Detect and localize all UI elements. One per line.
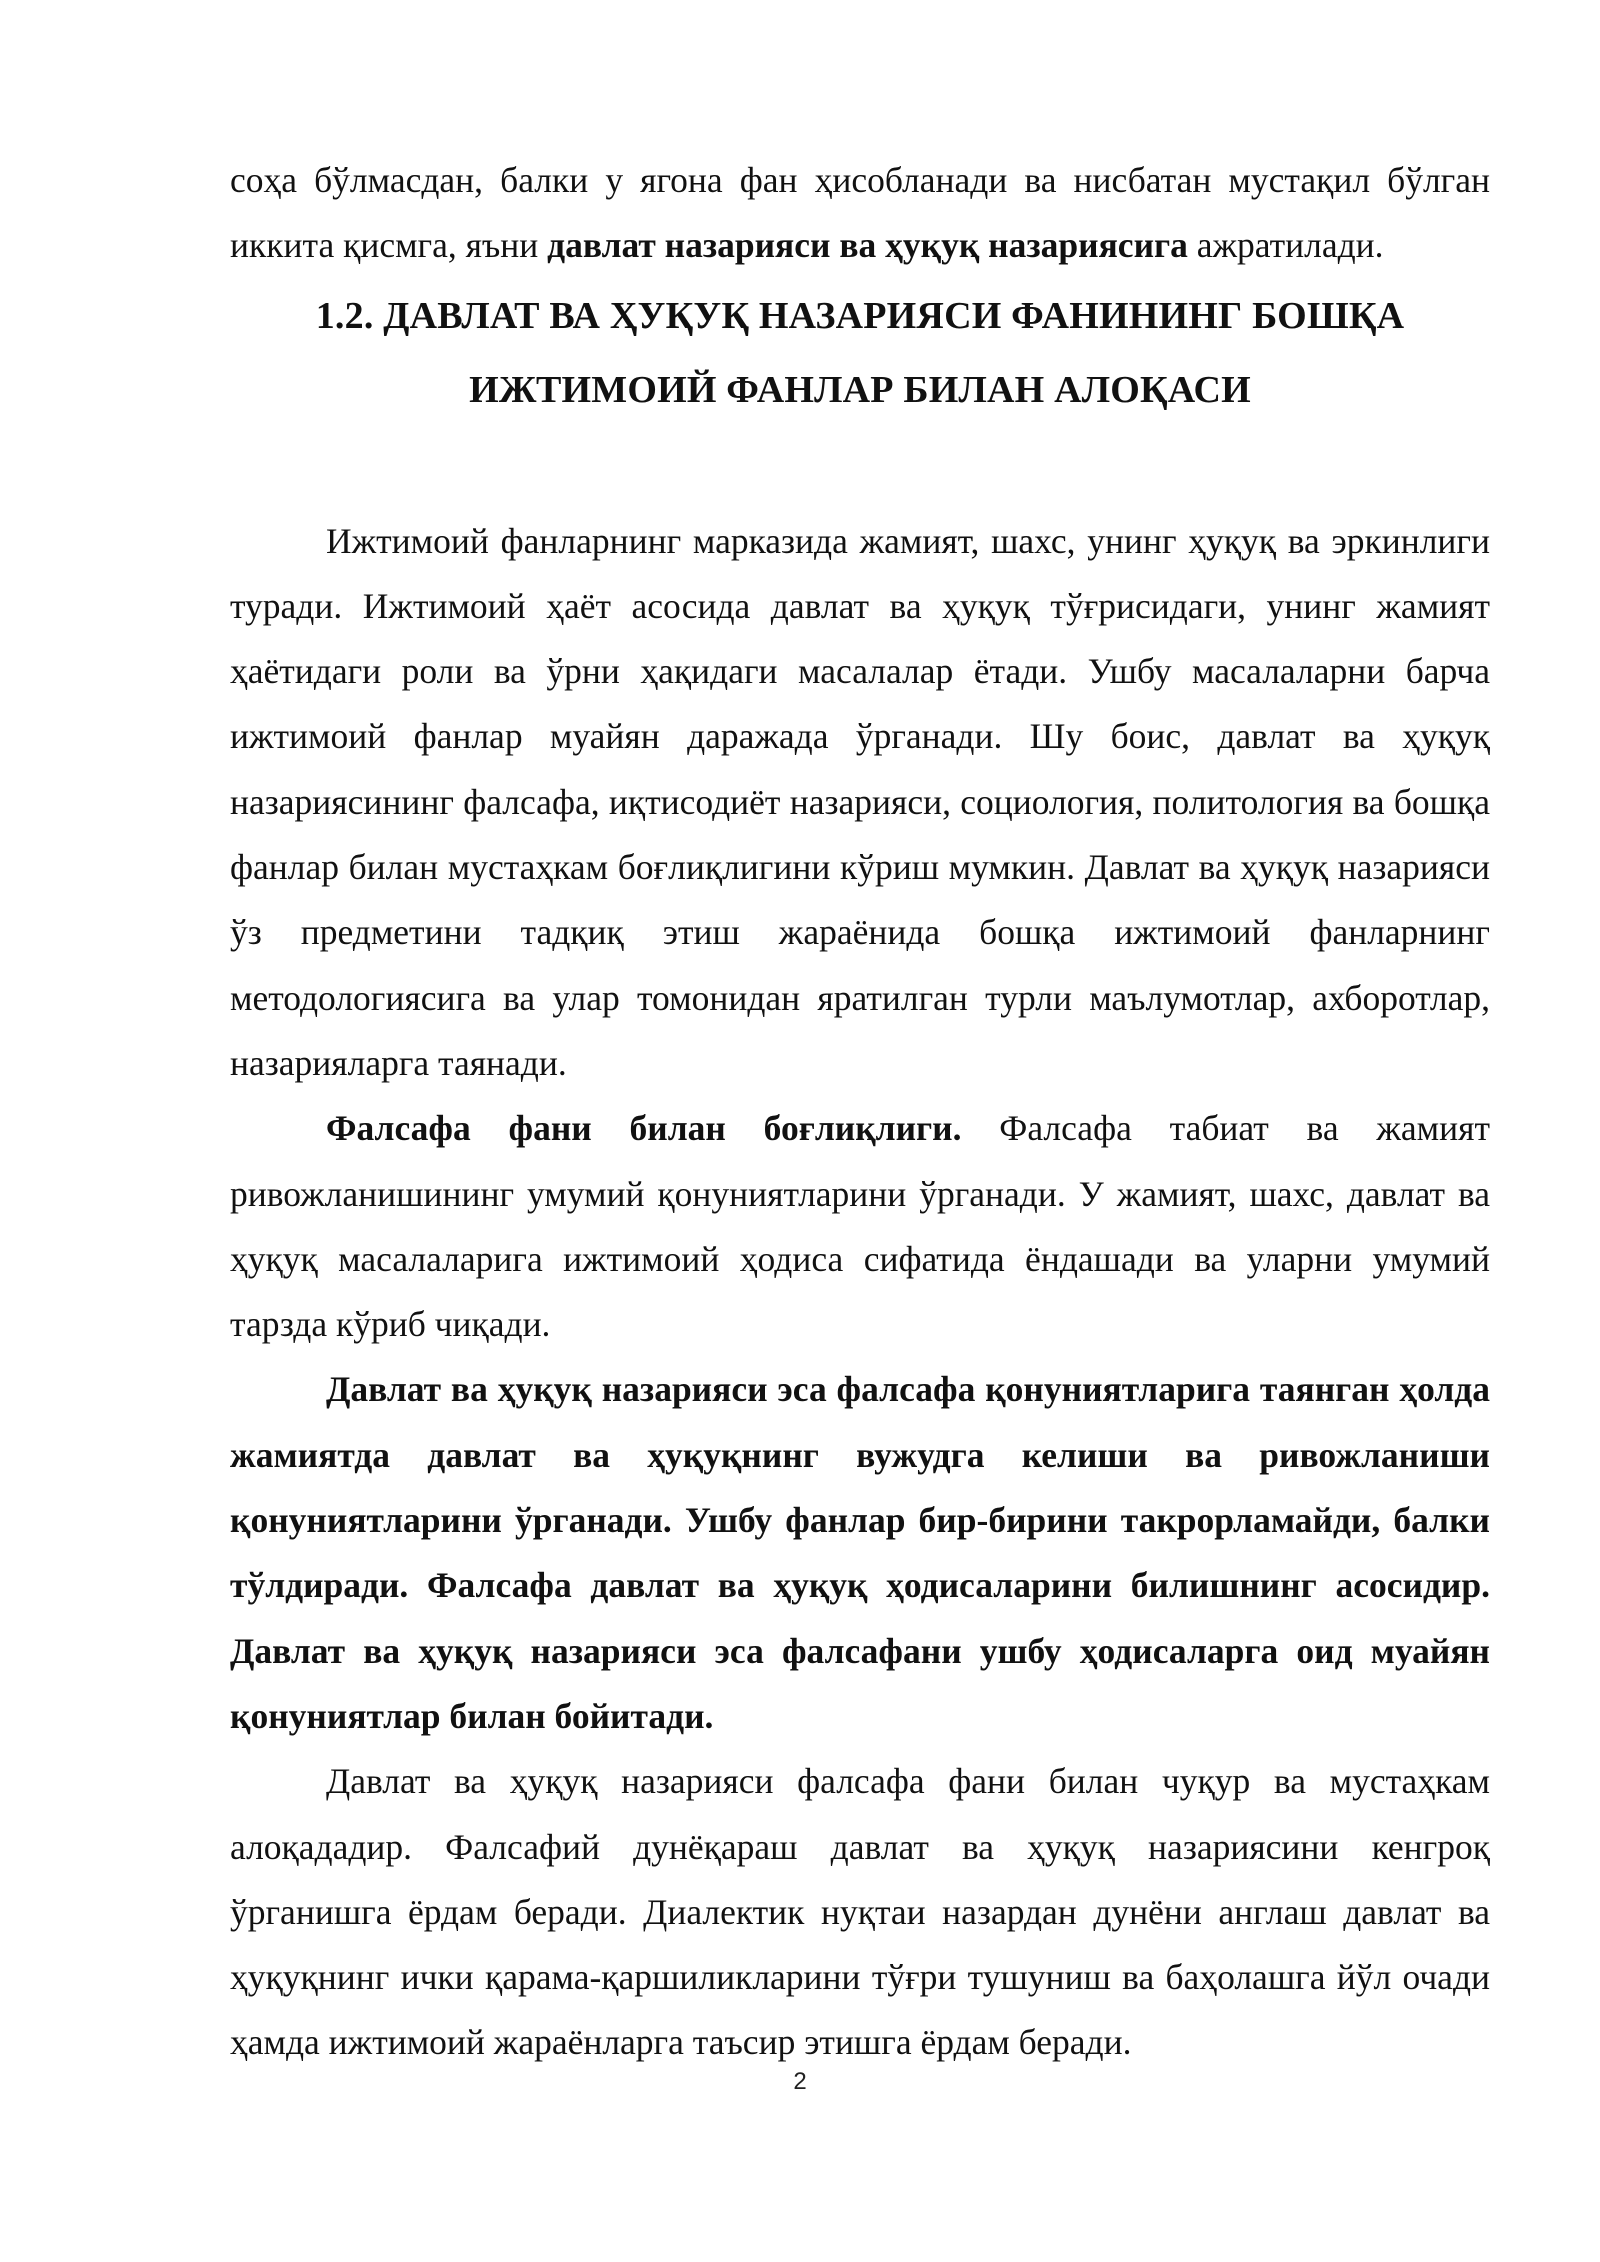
intro-bold-phrase: давлат назарияси ва ҳуқуқ назариясига: [547, 225, 1188, 266]
section-heading-line1: 1.2. ДАВЛАТ ВА ҲУҚУҚ НАЗАРИЯСИ ФАНИНИНГ БОШҚА: [315, 294, 1405, 337]
paragraph-philosophy-heading: Фалсафа фани билан боғлиқлиги.: [326, 1108, 962, 1149]
paragraph-philosophy-worldview: Давлат ва ҳуқуқ назарияси фалсафа фани билан чуқур ва мустаҳкам алоқададир. Фалсафий дунёқараш давлат ва ҳуқуқ назариясини кенгроқ ўрганишга ёрдам беради. Диалектик нуқтаи назардан дунёни англаш давлат ва ҳуқуқнинг ички қарама-қаршиликларини тўғри тушуниш ва баҳолашга йўл очади ҳамда ижтимоий жараёнларга таъсир этишга ёрдам беради.: [230, 1761, 1490, 2063]
paragraph-philosophy-link: [230, 1096, 1490, 1357]
paragraph-philosophy-text: Фалсафа табиат ва жамият ривожланишининг умумий қонуниятларини ўрганади. У жамият, шахс, давлат ва ҳуқуқ масалаларига ижтимоий ҳодиса сифатида ёндашади ва уларни умумий тарзда кўриб чиқади.: [230, 1108, 1490, 1345]
paragraph-social-sciences: Ижтимоий фанларнинг марказида жамият, шахс, унинг ҳуқуқ ва эркинлиги туради. Ижтимоий ҳаёт асосида давлат ва ҳуқуқ тўғрисидаги, унинг жамият ҳаётидаги роли ва ўрни ҳақидаги масалалар ётади. Ушбу масалаларни барча ижтимоий фанлар муайян даражада ўрганади. Шу боис, давлат ва ҳуқуқ назариясининг фалсафа, иқтисодиёт назарияси, социология, политология ва бошқа фанлар билан мустаҳкам боғлиқлигини кўриш мумкин. Давлат ва ҳуқуқ назарияси ўз предметини тадқиқ этиш жараёнида бошқа ижтимоий фанларнинг методологиясига ва улар томонидан яратилган турли маълумотлар, ахборотлар, назарияларга таянади.: [230, 520, 1490, 1083]
intro-paragraph: [230, 148, 1490, 279]
document-page: [230, 148, 1490, 2076]
intro-text-before: соҳа бўлмасдан, балки у ягона фан ҳисобланади ва нисбатан мустақил бўлган иккита қисмга, яъни: [230, 160, 1490, 266]
section-heading-line2: ИЖТИМОИЙ ФАНЛАР БИЛАН АЛОҚАСИ: [469, 368, 1251, 411]
intro-text-after: ажратилади.: [1187, 225, 1384, 266]
section-heading: [230, 279, 1490, 427]
page-number: 2: [793, 2068, 807, 2095]
paragraph-bold-statement: Давлат ва ҳуқуқ назарияси эса фалсафа қонуниятларига таянган ҳолда жамиятда давлат ва ҳуқуқнинг вужудга келиши ва ривожланиши қонуниятларини ўрганади. Ушбу фанлар бир-бирини такрорламайди, балки тўлдиради. Фалсафа давлат ва ҳуқуқ ҳодисаларини билишнинг асосидир. Давлат ва ҳуқуқ назарияси эса фалсафани ушбу ҳодисаларга оид муайян қонуниятлар билан бойитади.: [230, 1369, 1490, 1736]
